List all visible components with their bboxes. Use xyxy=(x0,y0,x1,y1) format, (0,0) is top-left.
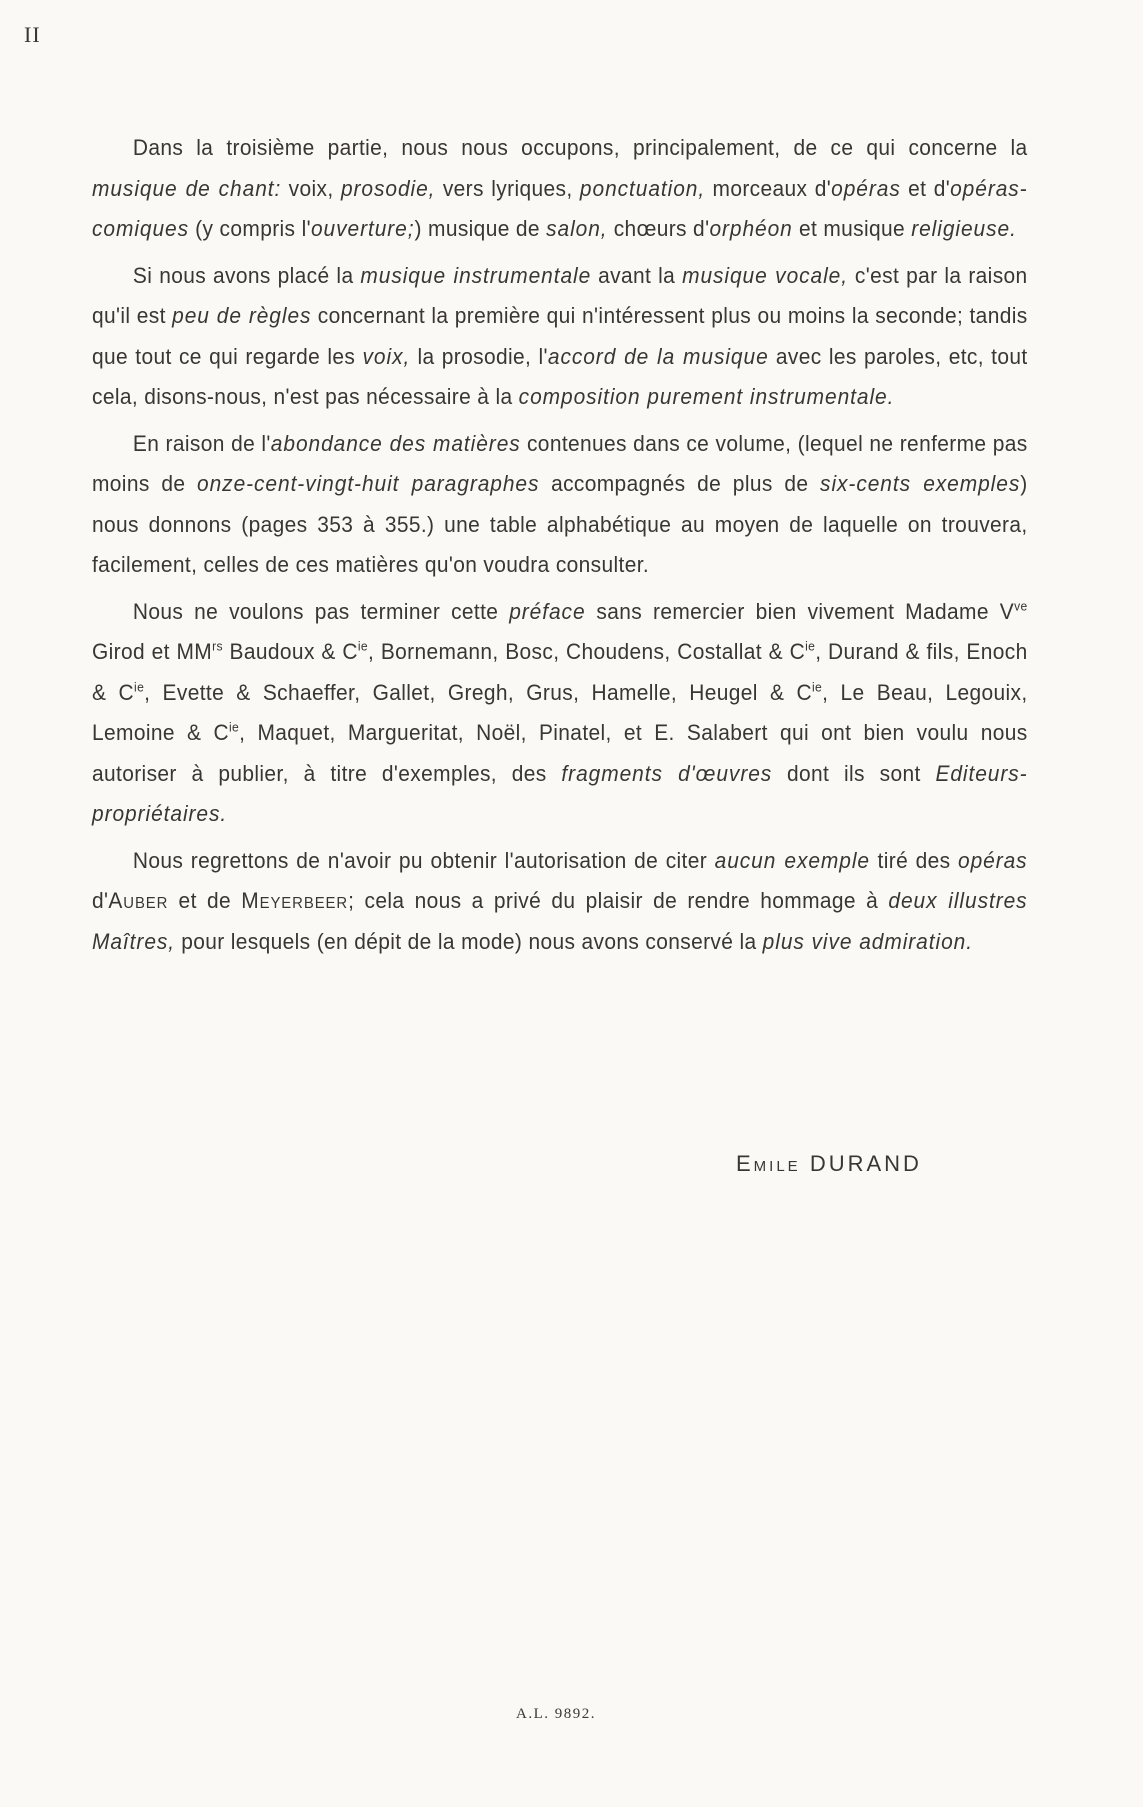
paragraph-2 xyxy=(92,256,1028,418)
emphasis: préface xyxy=(509,598,586,624)
footer-plate-number: A.L. 9892. xyxy=(516,1706,596,1722)
preface-body xyxy=(92,128,1028,968)
emphasis: voix, xyxy=(362,343,411,369)
paragraph-1 xyxy=(92,128,1028,250)
emphasis: musique vocale, xyxy=(682,262,848,288)
emphasis: onze-cent-vingt-huit paragraphes xyxy=(197,471,540,496)
emphasis: aucun exemple xyxy=(714,847,871,873)
text: et d' xyxy=(900,175,951,201)
text: dont ils sont xyxy=(772,760,936,786)
text: Nous regrettons de n'avoir pu obtenir l'autorisation de citer xyxy=(132,847,715,873)
superscript: ve xyxy=(1014,598,1028,613)
text: concernant la première qui n'intéressent plus ou moins la seconde; tandis que tout ce qui regarde les xyxy=(92,303,1028,369)
emphasis: deux illustres Maîtres, xyxy=(92,888,1028,954)
composer-name: Auber xyxy=(108,888,169,913)
composer-name: Meyerbeer xyxy=(241,888,349,913)
emphasis: peu de règles xyxy=(172,303,312,328)
superscript: ie xyxy=(228,719,240,735)
superscript: ie xyxy=(134,679,145,694)
text: Girod et MM xyxy=(92,639,213,664)
superscript: ie xyxy=(357,638,369,654)
text: Baudoux & C xyxy=(222,639,358,664)
emphasis: ouverture; xyxy=(310,216,415,241)
emphasis: six-cents exemples xyxy=(820,471,1021,496)
text: c'est par la raison qu'il est xyxy=(92,262,1028,328)
text: avec les paroles, etc, tout cela, disons-nous, n'est pas nécessaire à la xyxy=(92,343,1028,409)
emphasis: ponctuation, xyxy=(579,175,706,201)
emphasis: plus vive admiration. xyxy=(762,928,973,954)
text: pour lesquels (en dépit de la mode) nous avons conservé la xyxy=(175,928,763,954)
text: accompagnés de plus de xyxy=(539,471,821,496)
text: ; cela nous a privé du plaisir de rendre hommage à xyxy=(348,888,889,913)
text: (y compris l' xyxy=(188,216,311,241)
emphasis: salon, xyxy=(546,216,608,241)
page-number: II xyxy=(24,22,41,47)
emphasis: Editeurs-propriétaires. xyxy=(92,760,1028,826)
text: , Le Beau, Legouix, Lemoine & C xyxy=(92,679,1028,745)
text: voix, xyxy=(281,175,341,201)
emphasis: musique instrumentale xyxy=(360,262,592,288)
signature-last-name: DURAND xyxy=(809,1151,922,1176)
text: tiré des xyxy=(870,847,959,873)
superscript: ie xyxy=(805,638,816,654)
text: chœurs d' xyxy=(607,216,710,241)
text: , Maquet, Margueritat, Noël, Pinatel, et E. Salabert qui ont bien voulu nous autoriser à publier, à titre d'exemples, des xyxy=(92,720,1028,786)
text: ) nous donnons (pages 353 à 355.) une table alphabétique au moyen de laquelle on trouvera, facilement, celles de ces matières qu'on voudra consulter. xyxy=(92,471,1028,577)
emphasis: religieuse. xyxy=(911,216,1017,241)
text: vers lyriques, xyxy=(435,175,580,201)
superscript: rs xyxy=(212,638,223,654)
text: Dans la troisième partie, nous nous occupons, principalement, de ce qui concerne la xyxy=(132,135,1028,160)
emphasis: accord de la musique xyxy=(547,343,769,369)
text: et de xyxy=(168,888,242,913)
text: sans remercier bien vivement Madame V xyxy=(585,598,1015,624)
paragraph-3 xyxy=(92,424,1028,586)
text: la prosodie, l' xyxy=(410,343,548,369)
emphasis: orphéon xyxy=(709,216,793,241)
superscript: ie xyxy=(811,679,823,694)
text: ) musique de xyxy=(414,216,547,241)
signature xyxy=(736,1151,922,1177)
paragraph-5 xyxy=(92,841,1028,963)
text: avant la xyxy=(591,262,683,288)
emphasis: prosodie, xyxy=(340,175,436,201)
emphasis: opéras xyxy=(831,175,901,201)
emphasis: fragments d'œuvres xyxy=(561,760,773,786)
text: En raison de l' xyxy=(132,430,271,456)
text: , Durand & fils, Enoch & C xyxy=(92,639,1028,705)
text: d' xyxy=(92,888,109,913)
text: Nous ne voulons pas terminer cette xyxy=(132,598,510,624)
text: , Bornemann, Bosc, Choudens, Costallat & C xyxy=(368,639,806,664)
text: contenues dans ce volume, (lequel ne renferme pas moins de xyxy=(92,430,1028,496)
signature-first-name: Emile xyxy=(736,1151,801,1176)
paragraph-4 xyxy=(92,592,1028,835)
emphasis: abondance des matières xyxy=(270,430,521,456)
emphasis: opéras-comiques xyxy=(92,175,1028,241)
text: Si nous avons placé la xyxy=(132,262,361,288)
emphasis: opéras xyxy=(958,847,1028,873)
emphasis: musique de chant: xyxy=(92,175,282,201)
emphasis: composition purement instrumentale. xyxy=(518,384,895,409)
text: morceaux d' xyxy=(705,175,832,201)
text: , Evette & Schaeffer, Gallet, Gregh, Grus, Hamelle, Heugel & C xyxy=(144,679,812,705)
text: et musique xyxy=(792,216,912,241)
